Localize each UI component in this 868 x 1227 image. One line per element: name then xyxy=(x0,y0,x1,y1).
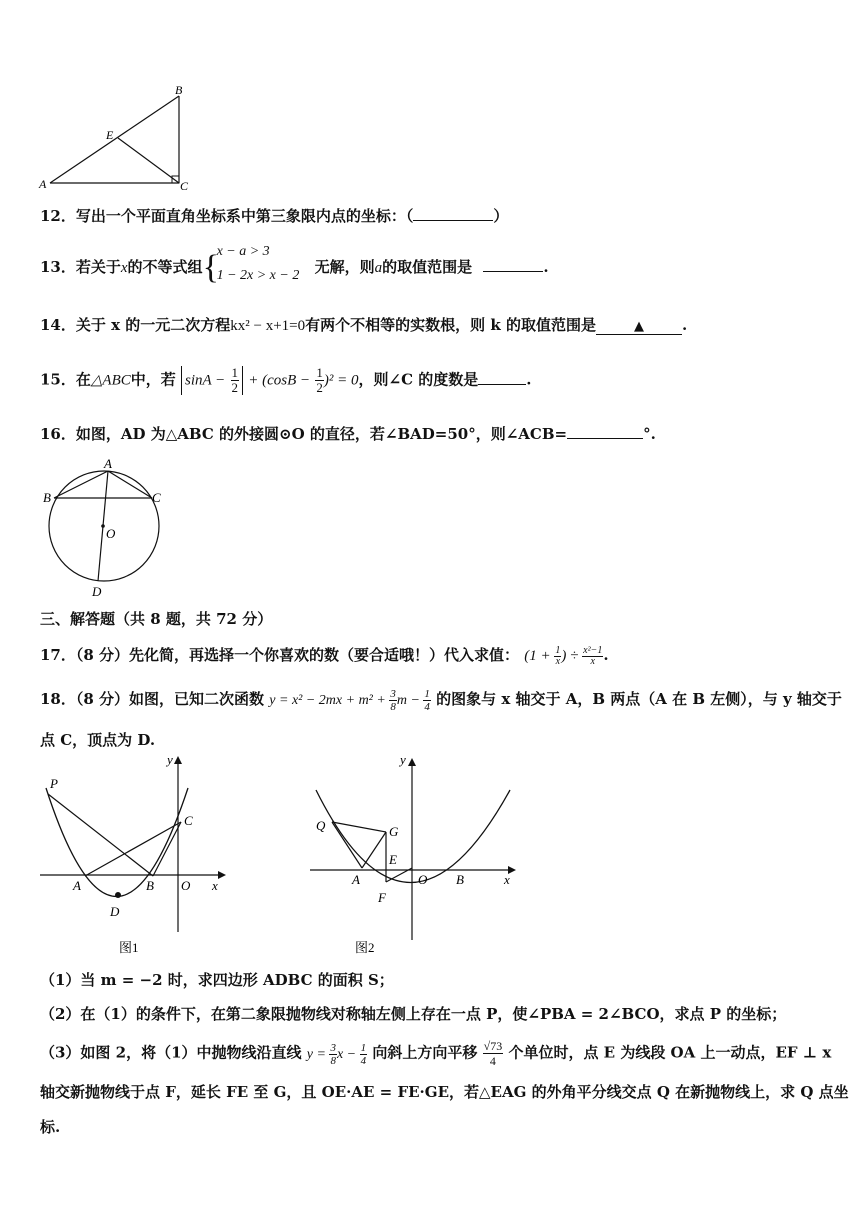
fig2-label-g: G xyxy=(389,824,399,839)
q13-system xyxy=(202,244,315,286)
q13-ineq2: 1 − 2x > x − 2 xyxy=(216,268,300,283)
q15-triangle: △ABC xyxy=(90,372,131,389)
question-12 xyxy=(40,205,508,226)
q17-text: 17．（8 分）先化简，再选择一个你喜欢的数（要合适哦！）代入求值： xyxy=(40,646,520,664)
fig2-label-f: F xyxy=(378,890,386,905)
q15-half-2-den: 2 xyxy=(316,380,323,395)
q13-tail: 的取值范围是 xyxy=(382,258,473,276)
q12-text: 12．写出一个平面直角坐标系中第三象限内点的坐标：（ xyxy=(40,207,414,225)
fig1-label-b: B xyxy=(146,878,154,893)
q13-post: 无解，则 xyxy=(314,258,375,276)
q13-var-a: a xyxy=(374,260,383,276)
q14-blank[interactable] xyxy=(596,316,682,335)
circle-label-b: B xyxy=(43,490,51,505)
q15-expr1: sinA − xyxy=(185,372,226,389)
q13-var-x: x xyxy=(120,260,128,276)
circle-label-a: A xyxy=(104,456,112,471)
fig1-label-c: C xyxy=(184,813,193,828)
q16-end: °. xyxy=(643,425,656,443)
q18-p3-pre: （3）如图 2，将（1）中抛物线沿直线 xyxy=(40,1043,302,1062)
q18-p3-line2: 轴交新抛物线于点 F，延长 FE 至 G，且 OE·AE = FE·GE，若△EAG 的外角平分线交点 Q 在新抛物线上，求 Q 点坐 xyxy=(40,1083,849,1101)
q17-expression: (1 + $\frac{1}{x}$ ) ÷ $\frac{\text{x²−1}}{x}$ xyxy=(524,645,603,668)
fig1-label-d: D xyxy=(110,904,120,919)
q15-half-2-num: 1 xyxy=(316,365,323,380)
tri-label-c: C xyxy=(180,179,189,193)
triangle-figure xyxy=(36,82,196,194)
q17-end: . xyxy=(603,646,609,664)
q13-end: . xyxy=(543,258,549,276)
question-18-line1 xyxy=(40,688,842,713)
fig1-label-a: A xyxy=(73,878,81,893)
q18-p3-line3: 标. xyxy=(40,1118,61,1136)
q15-blank[interactable] xyxy=(478,384,526,385)
q16-blank[interactable] xyxy=(567,438,643,439)
fig2-label-e: E xyxy=(389,852,397,867)
q18-line1-post: 的图象与 x 轴交于 A，B 两点（A 在 B 左侧），与 y 轴交于 xyxy=(436,690,842,708)
q15-post: ，则∠C 的度数是 xyxy=(358,370,479,389)
parabola-figure-1 xyxy=(36,750,236,956)
q13-pre: 13．若关于 xyxy=(40,258,121,276)
q16-text: 16．如图，AD 为△ABC 的外接圆⊙O 的直径，若∠BAD=50°，则∠ACB= xyxy=(40,425,568,443)
q15-half-1 xyxy=(231,366,240,395)
q14-marker: ▲ xyxy=(634,319,644,334)
parabola-figure-2 xyxy=(306,750,526,956)
q13-mid: 的不等式组 xyxy=(127,258,203,276)
fig2-label-x: x xyxy=(504,872,510,887)
tri-label-e: E xyxy=(106,128,114,142)
circle-label-c: C xyxy=(152,490,161,505)
fig2-label-y: y xyxy=(400,752,406,767)
question-18-part3 xyxy=(40,1039,831,1068)
q14-pre: 14．关于 x 的一元二次方程 xyxy=(40,316,231,334)
fig2-label-q: Q xyxy=(316,818,326,833)
fig2-label-o: O xyxy=(418,872,428,887)
question-14 xyxy=(40,314,687,335)
circle-label-d: D xyxy=(92,584,102,599)
q14-post: 有两个不相等的实数根，则 k 的取值范围是 xyxy=(305,316,596,334)
question-18-line2 xyxy=(40,729,155,750)
q18-p3-line: y = $\frac{3}{8}$ x − $\frac{1}{4}$ xyxy=(306,1041,367,1067)
q15-end: . xyxy=(526,370,532,389)
q12-blank[interactable] xyxy=(413,220,493,221)
circle-label-o: O xyxy=(106,526,116,541)
q18-line1-pre: 18．（8 分）如图，已知二次函数 xyxy=(40,690,265,708)
q18-line2: 点 C，顶点为 D. xyxy=(40,731,156,749)
question-18-part3-line2 xyxy=(40,1081,849,1102)
q18-part1: （1）当 m = −2 时，求四边形 ADBC 的面积 S； xyxy=(40,971,394,989)
question-18-part1 xyxy=(40,969,394,990)
section3-text: 三、解答题（共 8 题，共 72 分） xyxy=(40,610,273,628)
q14-end: . xyxy=(682,316,688,334)
section-3-heading xyxy=(40,608,272,629)
fig2-caption: 图2 xyxy=(355,940,375,955)
q15-expr2: + (cosB − xyxy=(248,372,311,389)
question-17 xyxy=(40,644,609,667)
fig2-label-b: B xyxy=(456,872,464,887)
q15-half-1-den: 2 xyxy=(231,380,239,395)
q15-half-2 xyxy=(315,366,324,395)
q15-half-1-num: 1 xyxy=(231,365,239,380)
fig1-label-p: P xyxy=(50,776,58,791)
q15-pre: 15．在 xyxy=(40,370,91,389)
q18-p3-post: 个单位时，点 E 为线段 OA 上一动点，EF ⊥ x xyxy=(508,1043,832,1062)
fig1-caption: 图1 xyxy=(119,940,139,955)
q15-expr3: )² = 0 xyxy=(323,372,359,389)
tri-label-b: B xyxy=(175,83,183,97)
fig1-label-x: x xyxy=(212,878,218,893)
question-18-part3-line3 xyxy=(40,1116,60,1137)
question-16 xyxy=(40,423,656,444)
circle-figure xyxy=(40,454,170,600)
q18-part2: （2）在（1）的条件下，在第二象限抛物线对称轴左侧上存在一点 P，使∠PBA = 2∠BCO，求点 P 的坐标； xyxy=(40,1005,787,1023)
fig1-label-o: O xyxy=(181,878,191,893)
q14-equation: kx² − x+1=0 xyxy=(230,318,306,334)
q18-function: y = x² − 2mx + m² + $\frac{3}{8}$ m − $\frac{1}{4}$ xyxy=(269,688,430,714)
q12-close: ） xyxy=(493,207,509,225)
question-13 xyxy=(40,244,549,286)
q15-mid: 中，若 xyxy=(130,370,176,389)
fig2-label-a: A xyxy=(352,872,360,887)
q13-blank[interactable] xyxy=(483,271,543,272)
q15-abs xyxy=(181,366,243,395)
q13-ineq1: x − a > 3 xyxy=(216,244,270,259)
question-18-part2 xyxy=(40,1003,786,1024)
q13-brace: { xyxy=(202,249,219,286)
question-15 xyxy=(40,366,531,395)
tri-label-a: A xyxy=(39,177,47,191)
fig1-label-y: y xyxy=(167,752,173,767)
q18-p3-shift: $\frac{√73}{4}$ xyxy=(483,1039,503,1068)
q18-p3-mid: 向斜上方向平移 xyxy=(372,1043,478,1062)
